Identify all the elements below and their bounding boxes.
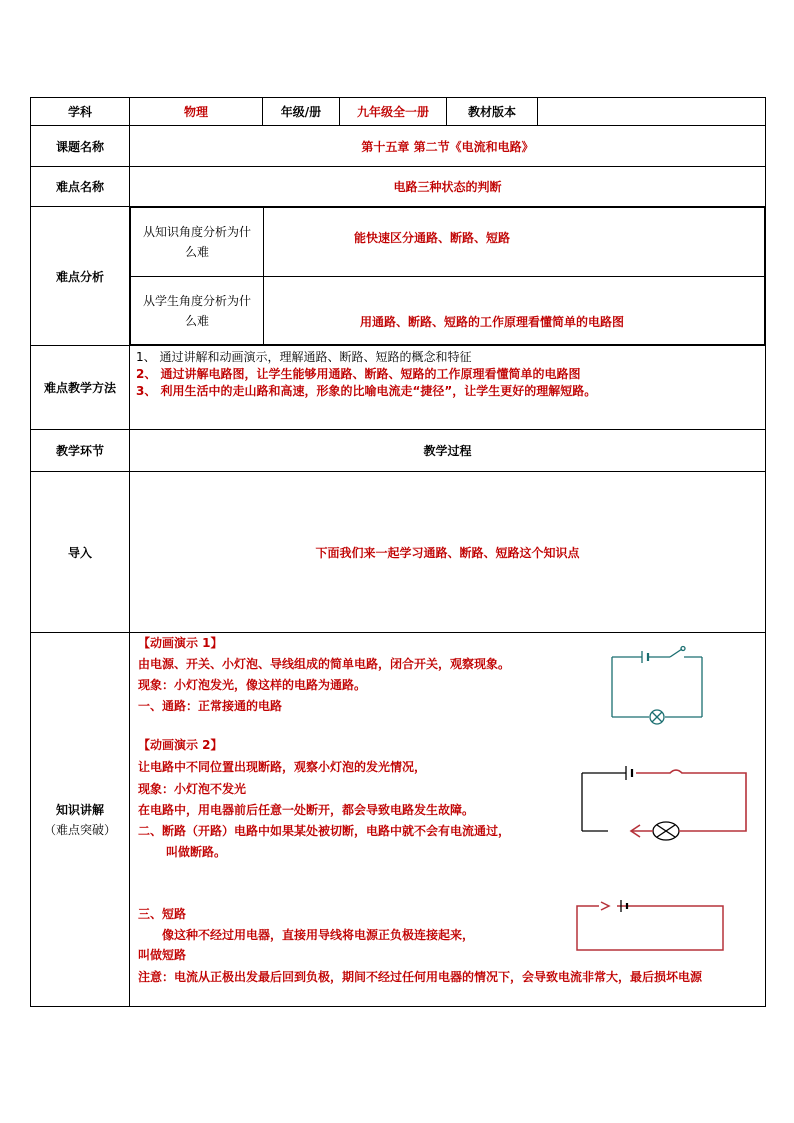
method-item-3: 3、 利用生活中的走山路和高速，形象的比喻电流走“捷径”，让学生更好的理解短路。: [136, 384, 597, 398]
short-note: 注意：电流从正极出发最后回到负极，期间不经过任何用电器的情况下，会导致电流非常大，最后损坏电源: [138, 970, 703, 984]
edition-value: [538, 98, 766, 126]
process-header: 教学过程: [130, 430, 766, 472]
short-line1: 像这种不经过用电器，直接用导线将电源正负极连接起来，: [162, 928, 475, 942]
switch-contact: [681, 647, 685, 651]
demo2-title: 【动画演示 2】: [138, 738, 223, 752]
knowledge-cell: [130, 633, 766, 1007]
student-angle-question: 从学生角度分析为什么难: [131, 277, 264, 345]
analysis-subtable: [130, 207, 765, 345]
knowledge-label: 知识讲解: [55, 802, 104, 817]
demo1-line3: 一、通路：正常接通的电路: [138, 699, 283, 713]
topic-value: 第十五章 第二节《电流和电路》: [130, 126, 766, 167]
short-arrow-head: [601, 902, 609, 910]
method-item-2: 2、 通过讲解电路图，让学生能够用通路、断路、短路的工作原理看懂简单的电路图: [136, 367, 581, 381]
knowledge-label-cell: [31, 633, 130, 1007]
method-item-1: 1、 通过讲解和动画演示，理解通路、断路、短路的概念和特征: [136, 350, 472, 364]
student-angle-answer: 用通路、断路、短路的工作原理看懂简单的电路图: [264, 277, 765, 345]
grade-value: 九年级全一册: [340, 98, 447, 126]
demo2-line1: 让电路中不同位置出现断路，观察小灯泡的发光情况，: [138, 760, 427, 774]
short-title: 三、短路: [138, 907, 187, 921]
open-circuit-diagram: [580, 763, 752, 843]
demo1-title: 【动画演示 1】: [138, 636, 223, 650]
intro-label: 导入: [31, 472, 130, 633]
current-path: [636, 770, 746, 831]
short-line2: 叫做短路: [138, 948, 187, 962]
switch-blade: [670, 649, 682, 657]
edition-label: 教材版本: [447, 98, 538, 126]
knowledge-sublabel: （难点突破）: [43, 822, 116, 837]
demo2-line3: 在电路中，用电器前后任意一处断开，都会导致电路发生故障。: [138, 803, 475, 817]
intro-text: 下面我们来一起学习通路、断路、短路这个知识点: [130, 472, 766, 633]
demo2-line5: 叫做断路。: [166, 845, 227, 859]
short-wire: [577, 906, 723, 950]
grade-label: 年级/册: [263, 98, 340, 126]
lesson-plan-table: [30, 97, 766, 1007]
analysis-cell: [130, 207, 766, 346]
topic-label: 课题名称: [31, 126, 130, 167]
knowledge-angle-answer: 能快速区分通路、断路、短路: [264, 208, 765, 277]
demo1-line2: 现象：小灯泡发光，像这样的电路为通路。: [138, 678, 367, 692]
analysis-label: 难点分析: [31, 207, 130, 346]
subject-label: 学科: [31, 98, 130, 126]
subject-value: 物理: [130, 98, 263, 126]
demo2-line4: 二、断路（开路）电路中如果某处被切断，电路中就不会有电流通过，: [138, 824, 511, 838]
methods-label: 难点教学方法: [31, 346, 130, 430]
difficulty-label: 难点名称: [31, 167, 130, 207]
stage-header: 教学环节: [31, 430, 130, 472]
demo1-line1: 由电源、开关、小灯泡、导线组成的简单电路，闭合开关，观察现象。: [138, 657, 511, 671]
demo2-line2: 现象：小灯泡不发光: [138, 782, 247, 796]
closed-circuit-diagram: [610, 643, 706, 727]
methods-cell: [130, 346, 766, 430]
difficulty-value: 电路三种状态的判断: [130, 167, 766, 207]
short-circuit-diagram: [575, 898, 727, 954]
knowledge-angle-question: 从知识角度分析为什么难: [131, 208, 264, 277]
